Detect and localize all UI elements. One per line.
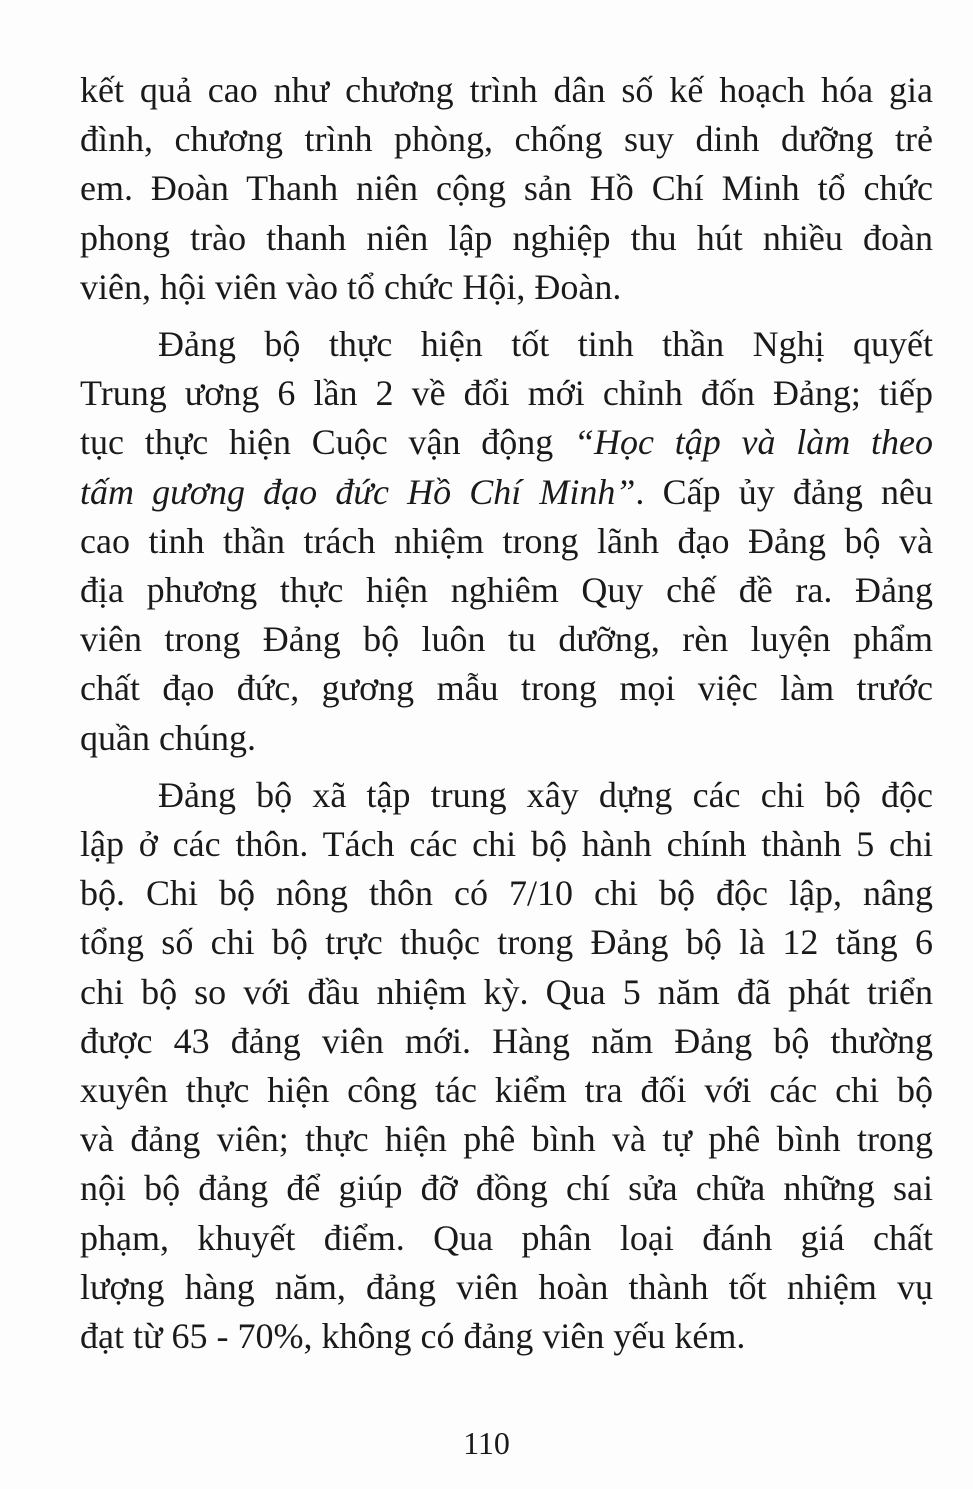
- paragraph-1: [80, 66, 933, 312]
- text-line: xuyên thực hiện công tác kiểm tra đối với các chi bộ: [80, 1070, 933, 1111]
- text-segment: . Cấp ủy đảng nêu: [635, 471, 933, 512]
- text-line: tổng số chi bộ trực thuộc trong Đảng bộ là 12 tăng 6: [80, 922, 933, 963]
- text-line: phong trào thanh niên lập nghiệp thu hút nhiều đoàn: [80, 217, 933, 258]
- text-line-mixed: [80, 468, 933, 517]
- text-line: cao tinh thần trách nhiệm trong lãnh đạo Đảng bộ và: [80, 520, 933, 561]
- text-line: lập ở các thôn. Tách các chi bộ hành chính thành 5 chi: [80, 824, 933, 865]
- text-line: phạm, khuyết điểm. Qua phân loại đánh giá chất: [80, 1217, 933, 1258]
- text-line-mixed: [80, 418, 933, 467]
- text-line: đạt từ 65 - 70%, không có đảng viên yếu kém.: [80, 1316, 746, 1357]
- paragraph-3: [80, 771, 933, 1361]
- text-line: kết quả cao như chương trình dân số kế hoạch hóa gia: [80, 70, 933, 110]
- text-line: lượng hàng năm, đảng viên hoàn thành tốt nhiệm vụ: [80, 1266, 933, 1307]
- text-line: Trung ương 6 lần 2 về đổi mới chỉnh đốn Đảng; tiếp: [80, 373, 933, 414]
- text-line: Đảng bộ xã tập trung xây dựng các chi bộ độc: [158, 774, 933, 815]
- text-line: đình, chương trình phòng, chống suy dinh dưỡng trẻ: [80, 119, 933, 160]
- text-line: chi bộ so với đầu nhiệm kỳ. Qua 5 năm đã phát triển: [80, 971, 933, 1012]
- text-line: viên, hội viên vào tổ chức Hội, Đoàn.: [80, 266, 622, 307]
- body-text: [80, 66, 933, 1361]
- text-line: địa phương thực hiện nghiêm Quy chế đề ra. Đảng: [80, 570, 933, 611]
- text-line: em. Đoàn Thanh niên cộng sản Hồ Chí Minh tổ chức: [80, 168, 933, 209]
- page-number: 110: [463, 1425, 510, 1461]
- italic-quote: tấm gương đạo đức Hồ Chí Minh”: [80, 471, 636, 512]
- text-line: và đảng viên; thực hiện phê bình và tự phê bình trong: [80, 1119, 933, 1160]
- text-line: nội bộ đảng để giúp đỡ đồng chí sửa chữa những sai: [80, 1168, 933, 1209]
- text-segment: tục thực hiện Cuộc vận động: [80, 422, 554, 463]
- paragraph-2: [80, 320, 933, 763]
- italic-quote: “Học tập và làm theo: [574, 422, 934, 463]
- text-line: bộ. Chi bộ nông thôn có 7/10 chi bộ độc lập, nâng: [80, 873, 933, 914]
- text-line: quần chúng.: [80, 717, 256, 758]
- text-line: viên trong Đảng bộ luôn tu dưỡng, rèn luyện phẩm: [80, 619, 933, 660]
- text-line: chất đạo đức, gương mẫu trong mọi việc làm trước: [80, 668, 933, 709]
- text-line: Đảng bộ thực hiện tốt tinh thần Nghị quyết: [158, 324, 933, 365]
- text-line: được 43 đảng viên mới. Hàng năm Đảng bộ thường: [80, 1020, 933, 1061]
